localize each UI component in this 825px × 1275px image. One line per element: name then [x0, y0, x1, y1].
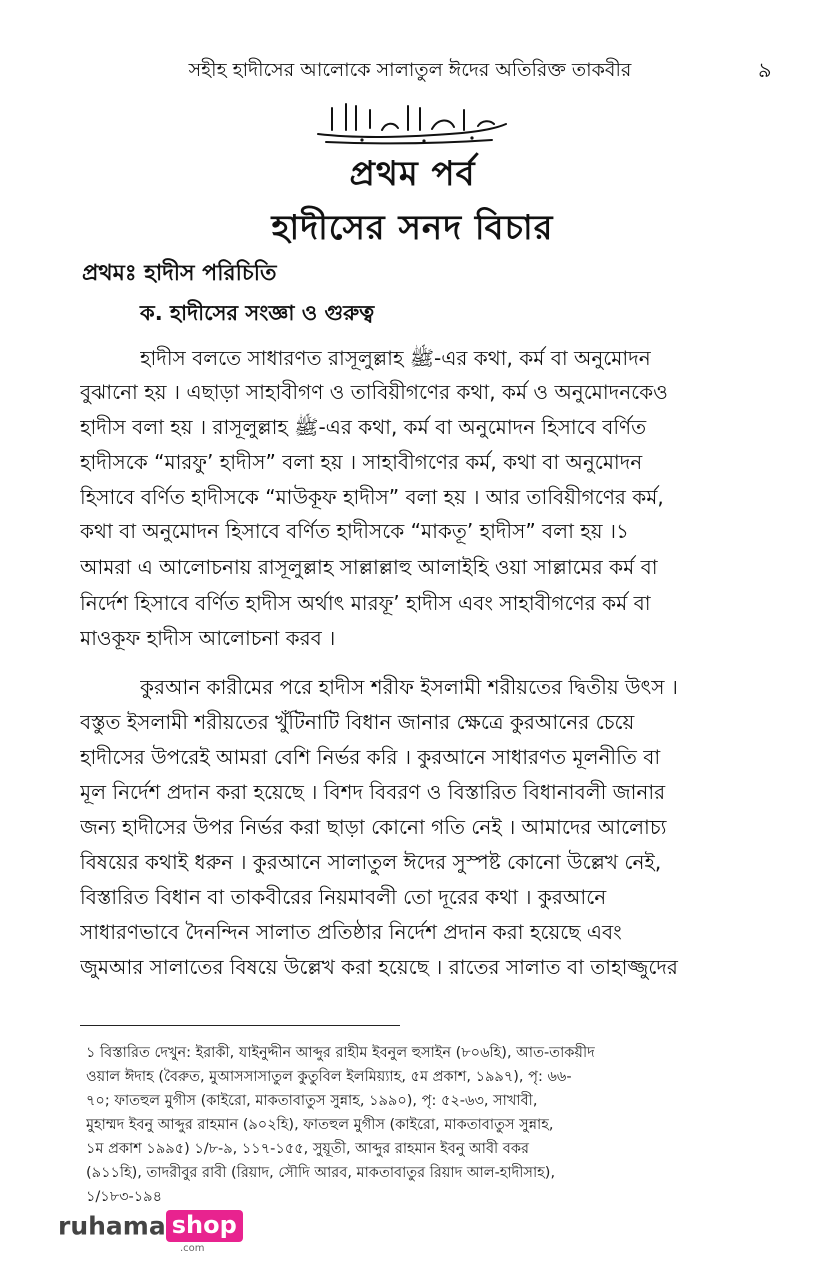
- watermark-brand: ruhama: [58, 1211, 166, 1241]
- body-line: কথা বা অনুমোদন হিসাবে বর্ণিত হাদীসকে “মাকতূ’ হাদীস” বলা হয় ।১: [80, 519, 630, 543]
- body-line: হাদীস বলতে সাধারণত রাসূলুল্লাহ ﷺ-এর কথা, কর্ম বা অনুমোদন: [140, 346, 651, 370]
- footnote-line: ওয়াল ঈদাহ (বৈরুত, মুআসসাসাতুল কুতুবিল ইলমিয়্যাহ, ৫ম প্রকাশ, ১৯৯৭), পৃ: ৬৬-: [86, 1069, 572, 1085]
- body-line: জুমআর সালাতের বিষয়ে উল্লেখ করা হয়েছে । রাতের সালাত বা তাহাজ্জুদের: [80, 955, 678, 979]
- body-line: হাদীসকে “মারফু’ হাদীস” বলা হয় । সাহাবীগণের কর্ম, কথা বা অনুমোদন: [80, 450, 643, 474]
- body-line: কুরআন কারীমের পরে হাদীস শরীফ ইসলামী শরীয়তের দ্বিতীয় উৎস ।: [140, 675, 678, 699]
- footnote-line: মুহাম্মদ ইবনু আব্দুর রাহমান (৯০২হি), ফাতহুল মুগীস (কাইরো, মাকতাবাতুস সুন্নাহ,: [86, 1117, 554, 1133]
- body-line: হিসাবে বর্ণিত হাদীসকে “মাউকূফ হাদীস” বলা হয় । আর তাবিয়ীগণের কর্ম,: [80, 485, 664, 509]
- bismillah-calligraphy: [312, 100, 512, 146]
- body-line: মাওকূফ হাদীস আলোচনা করব ।: [80, 626, 336, 650]
- section-heading: প্রথমঃ হাদীস পরিচিতি: [82, 261, 277, 286]
- body-line: হাদীস বলা হয় । রাসূলুল্লাহ ﷺ-এর কথা, কর্ম বা অনুমোদন হিসাবে বর্ণিত: [80, 415, 647, 439]
- footnote-divider: [80, 1025, 400, 1026]
- body-line: আমরা এ আলোচনায় রাসূলুল্লাহ সাল্লাল্লাহু আলাইহি ওয়া সাল্লামের কর্ম বা: [80, 555, 658, 579]
- body-line: জন্য হাদীসের উপর নির্ভর করা ছাড়া কোনো গতি নেই । আমাদের আলোচ্য: [80, 815, 667, 839]
- body-line: মূল নির্দেশ প্রদান করা হয়েছে । বিশদ বিবরণ ও বিস্তারিত বিধানাবলী জানার: [80, 780, 666, 804]
- body-line: বুঝানো হয় । এছাড়া সাহাবীগণ ও তাবিয়ীগণের কথা, কর্ম ও অনুমোদনকেও: [80, 380, 668, 404]
- watermark-logo: [58, 1210, 243, 1254]
- watermark-brand-box: shop: [166, 1210, 243, 1242]
- part-subtitle: হাদীসের সনদ বিচার: [271, 208, 554, 248]
- subsection-heading: ক. হাদীসের সংজ্ঞা ও গুরুত্ব: [140, 301, 375, 325]
- part-title: প্রথম পর্ব: [349, 154, 476, 194]
- body-line: নির্দেশ হিসাবে বর্ণিত হাদীস অর্থাৎ মারফূ’ হাদীস এবং সাহাবীগণের কর্ম বা: [80, 591, 651, 615]
- footnote-line: ১/১৮৩-১৯৪: [86, 1189, 162, 1205]
- footnote-line: (৯১১হি), তাদরীবুর রাবী (রিয়াদ, সৌদি আরব, মাকতাবাতুর রিয়াদ আল-হাদীসাহ),: [86, 1165, 556, 1181]
- running-header: সহীহ হাদীসের আলোকে সালাতুল ঈদের অতিরিক্ত তাকবীর: [188, 59, 632, 81]
- footnote-line: ১ বিস্তারিত দেখুন: ইরাকী, যাইনুদ্দীন আব্দুর রাহীম ইবনুল হুসাইন (৮০৬হি), আত-তাকয়ীদ: [86, 1045, 595, 1061]
- footnote-line: ৭০; ফাতহুল মুগীস (কাইরো, মাকতাবাতুস সুন্নাহ, ১৯৯০), পৃ: ৫২-৬৩, সাখাবী,: [86, 1093, 538, 1109]
- body-line: বিষয়ের কথাই ধরুন । কুরআনে সালাতুল ঈদের সুস্পষ্ট কোনো উল্লেখ নেই,: [80, 850, 662, 874]
- body-line: হাদীসের উপরেই আমরা বেশি নির্ভর করি । কুরআনে সাধারণত মূলনীতি বা: [80, 745, 661, 769]
- page-number: ৯: [758, 58, 772, 82]
- body-line: বিস্তারিত বিধান বা তাকবীরের নিয়মাবলী তো দূরের কথা । কুরআনে: [80, 885, 607, 909]
- body-line: সাধারণভাবে দৈনন্দিন সালাত প্রতিষ্ঠার নির্দেশ প্রদান করা হয়েছে এবং: [80, 920, 622, 944]
- body-line: বস্তুত ইসলামী শরীয়তের খুঁটিনাটি বিধান জানার ক্ষেত্রে কুরআনের চেয়ে: [80, 710, 635, 734]
- footnote-line: ১ম প্রকাশ ১৯৯৫) ১/৮-৯, ১১৭-১৫৫, সুয়ূতী, আব্দুর রাহমান ইবনু আবী বকর: [86, 1141, 529, 1157]
- watermark-domain: .com: [180, 1243, 205, 1254]
